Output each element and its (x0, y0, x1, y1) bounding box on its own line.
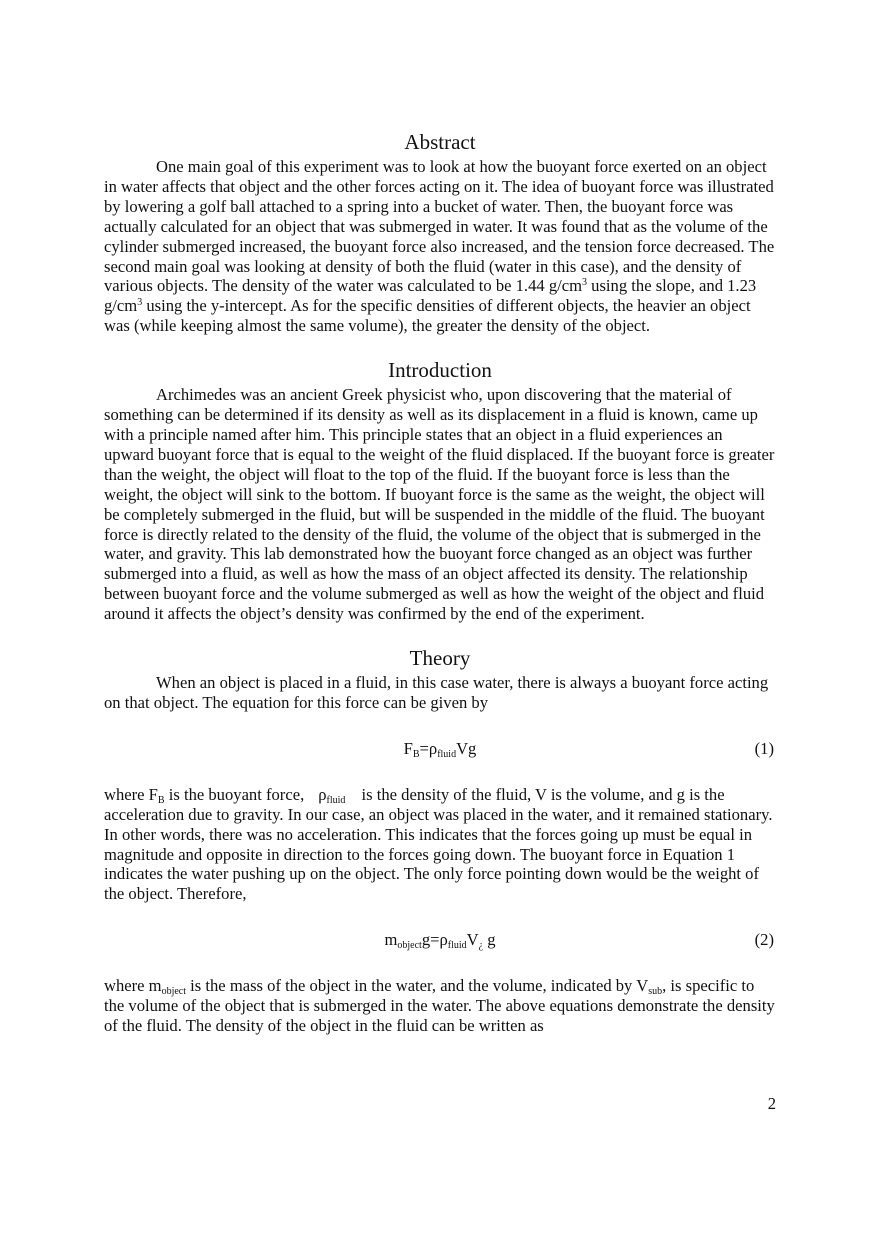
abstract-heading: Abstract (404, 130, 476, 154)
eq1-F-sub: B (412, 748, 420, 760)
eq1-eq-rho: =ρ (419, 738, 438, 758)
eq1-F: F (403, 738, 413, 758)
introduction-paragraph: Archimedes was an ancient Greek physicist who, upon discovering that the material of something can be determined if its density as well as its displacement in a fluid is known, came up with a principle named after him. This principle states that an object in a fluid experiences an upward buoyant force that is equal to the weight of the fluid displaced. If the buoyant force is greater than the weight, the object will float to the top of the fluid. If the buoyant force is less than the weight, the object will sink to the bottom. If buoyant force is the same as the weight, the object will be completely submerged in the fluid, but will be suspended in the middle of the fluid. The buoyant force is directly related to the density of the fluid, the volume of the object that is submerged in the water, and gravity. This lab demonstrated how the buoyant force changed as an object was further submerged into a fluid, as well as how the mass of an object affected its density. The relationship between buoyant force and the volume submerged as well as how the weight of the object and fluid around it affects the object’s density was confirmed by the end of the experiment. (104, 385, 775, 624)
equation-2 (104, 930, 776, 950)
p3-b: is the mass of the object in the water, and the volume, indicated by V (186, 976, 649, 996)
eq2-m: m (384, 930, 398, 950)
document-page (104, 130, 776, 1036)
equation-1-number: (1) (754, 738, 774, 758)
abstract-mid-text: using the slope, and 1.23 (587, 276, 757, 296)
equation-spacer (104, 759, 776, 785)
p2-b: is the buoyant force, (164, 784, 305, 804)
unit-gcm-b-exponent: 3 (137, 297, 143, 309)
p2-a: where F (104, 784, 158, 804)
theory-heading: Theory (409, 646, 471, 671)
section-spacer (104, 624, 776, 646)
p2-a-sub: B (157, 794, 165, 806)
abstract-end-text: using the y-intercept. As for the specific densities of different objects, the heavier an object was (while keeping almost the same volume), the greater the density of the object. (104, 296, 751, 336)
theory-paragraph-3 (104, 976, 776, 1036)
equation-2-number: (2) (754, 930, 774, 950)
eq2-g: g (483, 930, 496, 950)
equation-spacer (104, 713, 776, 739)
p3-c: , is specific to the volume of the object that is submerged in the water. The above equations demonstrate the density of the fluid. The density of the object in the fluid can be written as (104, 976, 775, 1036)
eq2-V-sub: ¿ (478, 940, 484, 952)
equation-spacer (104, 950, 776, 976)
p3-a-sub: object (161, 986, 187, 998)
p2-c: is the density of the fluid, V is the volume, and g is the acceleration due to gravity. In our case, an object was placed in the water, and it remained stationary. In other words, there was no acceleration. This indicates that the forces going up must be equal in magnitude and opposite in direction to the forces going down. The buoyant force in Equation 1 indicates the water pushing up on the object. The only force pointing down would be the weight of the object. Therefore, (104, 784, 773, 904)
p3-a: where m (104, 976, 162, 996)
eq2-V: V (466, 930, 479, 950)
theory-paragraph-1: When an object is placed in a fluid, in this case water, there is always a buoyant force acting on that object. The equation for this force can be given by (104, 673, 769, 712)
unit-gcm-a-exponent: 3 (582, 277, 588, 289)
section-spacer (104, 336, 776, 358)
equation-2-body (104, 930, 776, 950)
introduction-heading: Introduction (388, 358, 492, 383)
p3-b-sub: sub (648, 986, 663, 998)
page-number: 2 (767, 1094, 776, 1113)
unit-gcm-a: g/cm (548, 276, 583, 296)
equation-spacer (104, 904, 776, 930)
eq2-m-sub: object (397, 940, 422, 952)
eq2-g-eq-rho: g=ρ (421, 930, 448, 950)
abstract-paragraph (104, 157, 776, 336)
theory-paragraph-2 (104, 785, 776, 904)
abstract-text: One main goal of this experiment was to look at how the buoyant force exerted on an object in water affects that object and the other forces acting on it. The idea of buoyant force was illustrated by lowering a golf ball attached to a spring into a bucket of water. Then, the buoyant force was actually calculated for an object that was submerged in water. It was found that as the volume of the cylinder submerged increased, the buoyant force also increased, and the tension force decreased. The second main goal was looking at density of both the fluid (water in this case), and the density of various objects. The density of the water was calculated to be 1.44 (104, 157, 775, 296)
eq1-rest: Vg (456, 738, 477, 758)
equation-1-body (104, 739, 776, 759)
eq1-rho-sub: fluid (437, 748, 457, 760)
equation-1 (104, 739, 776, 759)
eq2-rho-sub: fluid (447, 940, 467, 952)
unit-gcm-b: g/cm (104, 296, 138, 316)
p2-rho-sub: fluid (326, 794, 346, 806)
p2-rho: ρ (318, 784, 327, 804)
